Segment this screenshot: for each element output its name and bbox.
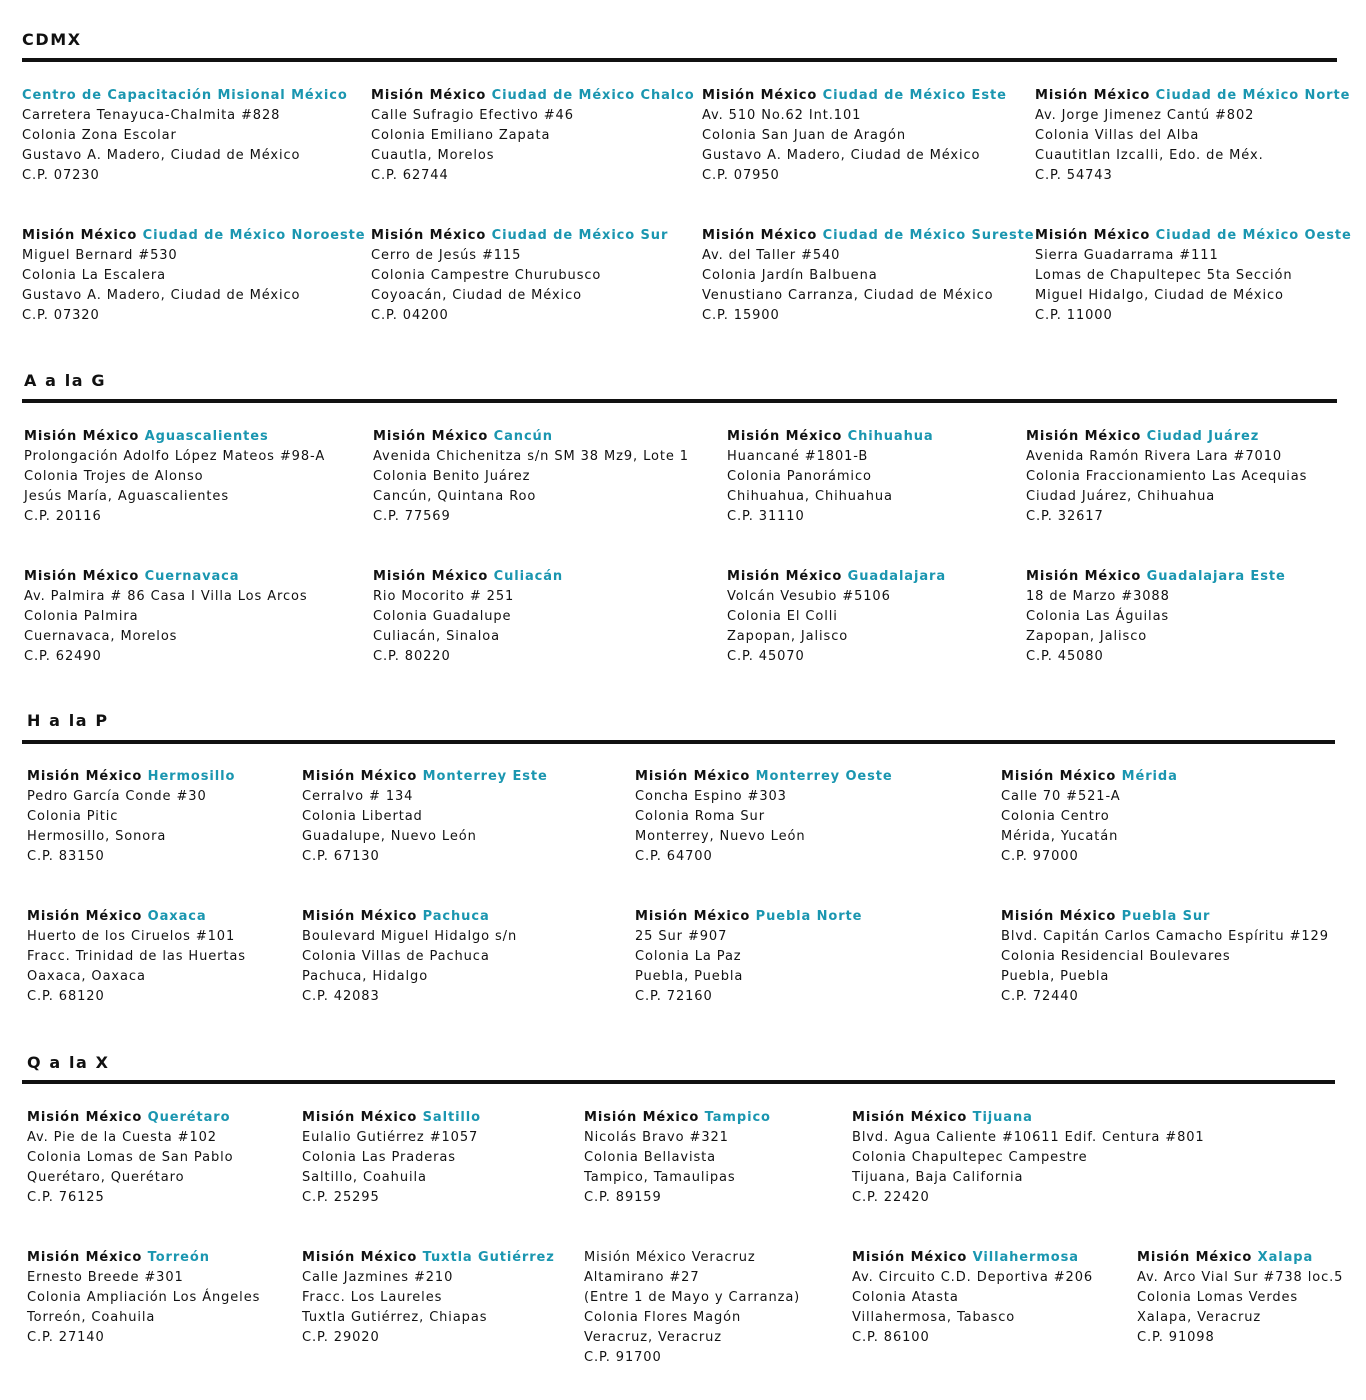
mission-prefix: Misión México [1026, 569, 1142, 584]
mission-prefix: Misión México [371, 228, 487, 243]
postal-code: C.P. 91700 [584, 1350, 662, 1365]
postal-code: C.P. 42083 [302, 989, 380, 1004]
address-line: Av. Pie de la Cuesta #102 [27, 1130, 217, 1145]
mission-name: Pachuca [422, 909, 490, 924]
address-line: Rio Mocorito # 251 [373, 589, 515, 604]
postal-code: C.P. 86100 [852, 1330, 930, 1345]
mission-name: Tampico [704, 1110, 771, 1125]
address-line: Calle Sufragio Efectivo #46 [371, 108, 574, 123]
address-line: Venustiano Carranza, Ciudad de México [702, 288, 994, 303]
address-line: Calle 70 #521-A [1001, 789, 1121, 804]
mission-name: Cancún [493, 429, 553, 444]
mission-heading [1035, 226, 1352, 246]
address-line: Colonia Las Águilas [1026, 609, 1170, 624]
mission-entry [635, 767, 893, 867]
section-title: Q a la X [27, 1053, 110, 1072]
postal-code: C.P. 22420 [852, 1190, 930, 1205]
address-line: Av. 510 No.62 Int.101 [702, 108, 862, 123]
mission-prefix: Misión México [727, 569, 843, 584]
address-line: Blvd. Capitán Carlos Camacho Espíritu #129 [1001, 929, 1329, 944]
address-line: Colonia Villas de Pachuca [302, 949, 490, 964]
mission-prefix: Misión México [27, 1250, 143, 1265]
mission-name: Ciudad de México Este [822, 88, 1007, 103]
mission-heading [302, 767, 548, 787]
address-line: Colonia Zona Escolar [22, 128, 177, 143]
mission-entry [302, 767, 548, 867]
mission-name: Saltillo [422, 1110, 481, 1125]
address-line: Colonia Guadalupe [373, 609, 512, 624]
postal-code: C.P. 64700 [635, 849, 713, 864]
address-line: Colonia Libertad [302, 809, 423, 824]
address-line: Eulalio Gutiérrez #1057 [302, 1130, 479, 1145]
mission-heading [702, 226, 1034, 246]
mission-entry [702, 226, 1034, 326]
address-line: 25 Sur #907 [635, 929, 728, 944]
address-line: Pachuca, Hidalgo [302, 969, 429, 984]
address-line: Av. Palmira # 86 Casa I Villa Los Arcos [24, 589, 308, 604]
mission-heading [24, 567, 308, 587]
mission-entry [852, 1108, 1205, 1208]
mission-name: Culiacán [493, 569, 564, 584]
address-line: Calle Jazmines #210 [302, 1270, 454, 1285]
postal-code: C.P. 72160 [635, 989, 713, 1004]
mission-heading [22, 226, 365, 246]
address-line: Mérida, Yucatán [1001, 829, 1119, 844]
mission-heading [371, 86, 695, 106]
address-line: Colonia Jardín Balbuena [702, 268, 878, 283]
address-line: Villahermosa, Tabasco [852, 1310, 1016, 1325]
address-line: Prolongación Adolfo López Mateos #98-A [24, 449, 326, 464]
address-line: Volcán Vesubio #5106 [727, 589, 891, 604]
mission-prefix: Misión México [371, 88, 487, 103]
mission-entry [24, 427, 325, 527]
address-line: Cerro de Jesús #115 [371, 248, 522, 263]
mission-entry [1035, 86, 1350, 186]
mission-name: Guadalajara Este [1146, 569, 1286, 584]
address-line: Hermosillo, Sonora [27, 829, 167, 844]
postal-code: C.P. 83150 [27, 849, 105, 864]
postal-code: C.P. 15900 [702, 308, 780, 323]
address-line: Cancún, Quintana Roo [373, 489, 537, 504]
mission-entry [584, 1108, 771, 1208]
mission-entry [584, 1248, 800, 1368]
address-line: Colonia Villas del Alba [1035, 128, 1200, 143]
mission-prefix: Misión México [24, 429, 140, 444]
postal-code: C.P. 67130 [302, 849, 380, 864]
mission-heading [1001, 907, 1329, 927]
mission-entry [373, 567, 563, 667]
postal-code: C.P. 89159 [584, 1190, 662, 1205]
mission-name: Monterrey Oeste [755, 769, 893, 784]
address-line: Zapopan, Jalisco [727, 629, 849, 644]
mission-heading [1026, 567, 1286, 587]
address-line: Puebla, Puebla [1001, 969, 1110, 984]
mission-entry [1137, 1248, 1343, 1348]
postal-code: C.P. 07230 [22, 168, 100, 183]
mission-entry [27, 1248, 260, 1348]
address-line: Concha Espino #303 [635, 789, 787, 804]
postal-code: C.P. 72440 [1001, 989, 1079, 1004]
mission-name: Villahermosa [972, 1250, 1079, 1265]
mission-heading [1026, 427, 1307, 447]
mission-entry [1001, 767, 1178, 867]
address-line: Cuautla, Morelos [371, 148, 495, 163]
address-line: Fracc. Trinidad de las Huertas [27, 949, 246, 964]
address-line: Cuernavaca, Morelos [24, 629, 178, 644]
postal-code: C.P. 29020 [302, 1330, 380, 1345]
mission-name: Veracruz [691, 1250, 756, 1265]
postal-code: C.P. 68120 [27, 989, 105, 1004]
mission-name: Oaxaca [147, 909, 207, 924]
mission-name: Hermosillo [147, 769, 236, 784]
mission-prefix: Misión México [1035, 228, 1151, 243]
address-line: Colonia Atasta [852, 1290, 959, 1305]
mission-entry [27, 907, 246, 1007]
mission-heading [1137, 1248, 1343, 1268]
mission-entry [22, 86, 348, 186]
mission-prefix: Misión México [584, 1110, 700, 1125]
mission-name: Ciudad de México Oeste [1155, 228, 1352, 243]
address-line: Jesús María, Aguascalientes [24, 489, 229, 504]
mission-heading [27, 907, 246, 927]
mission-prefix: Misión México [22, 228, 138, 243]
address-line: Colonia Campestre Churubusco [371, 268, 602, 283]
mission-name: Centro de Capacitación Misional México [22, 88, 348, 103]
mission-entry [635, 907, 862, 1007]
mission-heading [727, 427, 934, 447]
address-line: Colonia Flores Magón [584, 1310, 742, 1325]
mission-heading [852, 1248, 1093, 1268]
mission-name: Ciudad Juárez [1146, 429, 1260, 444]
address-line: Gustavo A. Madero, Ciudad de México [702, 148, 981, 163]
postal-code: C.P. 20116 [24, 509, 102, 524]
mission-prefix: Misión México [24, 569, 140, 584]
mission-prefix: Misión México [373, 569, 489, 584]
address-line: Miguel Hidalgo, Ciudad de México [1035, 288, 1284, 303]
mission-heading [1035, 86, 1350, 106]
section-divider [22, 1080, 1335, 1084]
mission-heading [584, 1108, 771, 1128]
mission-prefix: Misión México [702, 88, 818, 103]
postal-code: C.P. 07320 [22, 308, 100, 323]
address-line: Monterrey, Nuevo León [635, 829, 806, 844]
address-line: Colonia Pitic [27, 809, 119, 824]
mission-prefix: Misión México [27, 1110, 143, 1125]
mission-entry [373, 427, 689, 527]
mission-name: Tuxtla Gutiérrez [422, 1250, 555, 1265]
mission-heading [371, 226, 668, 246]
mission-heading [302, 907, 517, 927]
address-line: Colonia El Colli [727, 609, 838, 624]
postal-code: C.P. 31110 [727, 509, 805, 524]
address-line: Colonia Chapultepec Campestre [852, 1150, 1088, 1165]
mission-entry [27, 1108, 233, 1208]
postal-code: C.P. 32617 [1026, 509, 1104, 524]
mission-entry [24, 567, 308, 667]
postal-code: C.P. 62744 [371, 168, 449, 183]
mission-prefix: Misión México [702, 228, 818, 243]
address-line: Colonia San Juan de Aragón [702, 128, 906, 143]
mission-name: Guadalajara [847, 569, 946, 584]
mission-prefix: Misión México [584, 1250, 687, 1265]
address-line: Puebla, Puebla [635, 969, 744, 984]
mission-entry [302, 907, 517, 1007]
postal-code: C.P. 80220 [373, 649, 451, 664]
address-line: Carretera Tenayuca-Chalmita #828 [22, 108, 281, 123]
address-line: Lomas de Chapultepec 5ta Sección [1035, 268, 1293, 283]
mission-name: Monterrey Este [422, 769, 548, 784]
address-line: Huerto de los Ciruelos #101 [27, 929, 236, 944]
address-line: Colonia Roma Sur [635, 809, 765, 824]
mission-name: Aguascalientes [144, 429, 269, 444]
mission-name: Ciudad de México Sureste [822, 228, 1035, 243]
postal-code: C.P. 54743 [1035, 168, 1113, 183]
mission-entry [27, 767, 235, 867]
mission-heading [373, 427, 689, 447]
mission-prefix: Misión México [1001, 769, 1117, 784]
address-line: Colonia Bellavista [584, 1150, 716, 1165]
address-line: Pedro García Conde #30 [27, 789, 207, 804]
mission-prefix: Misión México [1035, 88, 1151, 103]
address-line: Avenida Ramón Rivera Lara #7010 [1026, 449, 1283, 464]
address-line: Colonia Las Praderas [302, 1150, 456, 1165]
address-line: (Entre 1 de Mayo y Carranza) [584, 1290, 801, 1305]
mission-heading [27, 1248, 260, 1268]
mission-name: Ciudad de México Sur [491, 228, 669, 243]
mission-name: Ciudad de México Norte [1155, 88, 1351, 103]
address-line: Tuxtla Gutiérrez, Chiapas [302, 1310, 488, 1325]
address-line: Altamirano #27 [584, 1270, 700, 1285]
postal-code: C.P. 45070 [727, 649, 805, 664]
mission-prefix: Misión México [1137, 1250, 1253, 1265]
mission-entry [22, 226, 365, 326]
address-line: Saltillo, Coahuila [302, 1170, 427, 1185]
address-line: Colonia Benito Juárez [373, 469, 531, 484]
mission-heading [24, 427, 325, 447]
address-line: Cuautitlan Izcalli, Edo. de Méx. [1035, 148, 1264, 163]
address-line: Chihuahua, Chihuahua [727, 489, 893, 504]
section-title: H a la P [27, 711, 109, 730]
mission-heading [373, 567, 563, 587]
postal-code: C.P. 97000 [1001, 849, 1079, 864]
address-line: Gustavo A. Madero, Ciudad de México [22, 148, 301, 163]
mission-name: Puebla Sur [1121, 909, 1211, 924]
address-line: Guadalupe, Nuevo León [302, 829, 477, 844]
postal-code: C.P. 11000 [1035, 308, 1113, 323]
address-line: Xalapa, Veracruz [1137, 1310, 1262, 1325]
address-line: Nicolás Bravo #321 [584, 1130, 729, 1145]
address-line: Colonia Lomas de San Pablo [27, 1150, 234, 1165]
address-line: Colonia La Escalera [22, 268, 167, 283]
mission-prefix: Misión México [302, 1110, 418, 1125]
section-divider [22, 740, 1335, 744]
mission-entry [371, 86, 695, 186]
mission-heading [27, 767, 235, 787]
address-line: Colonia Trojes de Alonso [24, 469, 204, 484]
mission-prefix: Misión México [302, 909, 418, 924]
address-line: Colonia Palmira [24, 609, 139, 624]
mission-heading [702, 86, 1007, 106]
mission-entry [727, 427, 934, 527]
mission-heading [852, 1108, 1205, 1128]
mission-name: Querétaro [147, 1110, 231, 1125]
address-line: Colonia La Paz [635, 949, 742, 964]
mission-prefix: Misión México [1001, 909, 1117, 924]
address-line: Blvd. Agua Caliente #10611 Edif. Centura #801 [852, 1130, 1205, 1145]
mission-heading [635, 767, 893, 787]
address-line: Av. Circuito C.D. Deportiva #206 [852, 1270, 1094, 1285]
address-line: Colonia Panorámico [727, 469, 872, 484]
mission-prefix: Misión México [27, 909, 143, 924]
mission-name: Xalapa [1257, 1250, 1314, 1265]
postal-code: C.P. 77569 [373, 509, 451, 524]
section-divider [22, 58, 1337, 62]
postal-code: C.P. 07950 [702, 168, 780, 183]
mission-prefix: Misión México [302, 769, 418, 784]
mission-prefix: Misión México [727, 429, 843, 444]
mission-heading [584, 1248, 800, 1268]
address-line: Colonia Emiliano Zapata [371, 128, 551, 143]
address-line: Gustavo A. Madero, Ciudad de México [22, 288, 301, 303]
mission-entry [1026, 567, 1286, 667]
mission-prefix: Misión México [1026, 429, 1142, 444]
mission-heading [1001, 767, 1178, 787]
address-line: Ciudad Juárez, Chihuahua [1026, 489, 1216, 504]
mission-prefix: Misión México [302, 1250, 418, 1265]
mission-entry [702, 86, 1007, 186]
postal-code: C.P. 04200 [371, 308, 449, 323]
postal-code: C.P. 76125 [27, 1190, 105, 1205]
postal-code: C.P. 27140 [27, 1330, 105, 1345]
mission-entry [727, 567, 946, 667]
mission-prefix: Misión México [852, 1110, 968, 1125]
mission-prefix: Misión México [373, 429, 489, 444]
postal-code: C.P. 62490 [24, 649, 102, 664]
address-line: Colonia Residencial Boulevares [1001, 949, 1231, 964]
mission-name: Tijuana [972, 1110, 1033, 1125]
mission-entry [1026, 427, 1307, 527]
mission-entry [371, 226, 668, 326]
address-line: Colonia Ampliación Los Ángeles [27, 1290, 261, 1305]
mission-prefix: Misión México [852, 1250, 968, 1265]
address-line: Ernesto Breede #301 [27, 1270, 184, 1285]
mission-heading [22, 86, 348, 106]
mission-entry [852, 1248, 1093, 1348]
mission-entry [1001, 907, 1329, 1007]
mission-entry [302, 1248, 555, 1348]
address-line: Torreón, Coahuila [27, 1310, 156, 1325]
address-line: Colonia Lomas Verdes [1137, 1290, 1299, 1305]
mission-name: Cuernavaca [144, 569, 240, 584]
address-line: Cerralvo # 134 [302, 789, 414, 804]
address-line: Colonia Centro [1001, 809, 1110, 824]
section-divider [22, 399, 1337, 403]
address-line: 18 de Marzo #3088 [1026, 589, 1170, 604]
section-title: CDMX [22, 30, 82, 49]
mission-entry [1035, 226, 1352, 326]
mission-name: Puebla Norte [755, 909, 863, 924]
address-line: Tijuana, Baja California [852, 1170, 1024, 1185]
mission-entry [302, 1108, 481, 1208]
section-title: A a la G [24, 371, 107, 390]
address-line: Veracruz, Veracruz [584, 1330, 722, 1345]
address-line: Oaxaca, Oaxaca [27, 969, 146, 984]
address-line: Coyoacán, Ciudad de México [371, 288, 582, 303]
mission-heading [27, 1108, 233, 1128]
address-line: Boulevard Miguel Hidalgo s/n [302, 929, 518, 944]
address-line: Huancané #1801-B [727, 449, 869, 464]
mission-heading [727, 567, 946, 587]
address-line: Zapopan, Jalisco [1026, 629, 1148, 644]
mission-prefix: Misión México [635, 769, 751, 784]
postal-code: C.P. 91098 [1137, 1330, 1215, 1345]
address-line: Avenida Chichenitza s/n SM 38 Mz9, Lote 1 [373, 449, 689, 464]
mission-name: Ciudad de México Chalco [491, 88, 695, 103]
postal-code: C.P. 25295 [302, 1190, 380, 1205]
postal-code: C.P. 45080 [1026, 649, 1104, 664]
address-line: Miguel Bernard #530 [22, 248, 178, 263]
address-line: Av. Jorge Jimenez Cantú #802 [1035, 108, 1255, 123]
mission-name: Mérida [1121, 769, 1178, 784]
address-line: Tampico, Tamaulipas [584, 1170, 736, 1185]
address-line: Av. del Taller #540 [702, 248, 841, 263]
mission-name: Ciudad de México Noroeste [142, 228, 366, 243]
mission-name: Torreón [147, 1250, 210, 1265]
mission-name: Chihuahua [847, 429, 934, 444]
address-line: Av. Arco Vial Sur #738 loc.5 [1137, 1270, 1344, 1285]
address-line: Fracc. Los Laureles [302, 1290, 443, 1305]
address-line: Sierra Guadarrama #111 [1035, 248, 1219, 263]
mission-heading [302, 1108, 481, 1128]
address-line: Colonia Fraccionamiento Las Acequias [1026, 469, 1308, 484]
address-line: Querétaro, Querétaro [27, 1170, 185, 1185]
mission-prefix: Misión México [635, 909, 751, 924]
mission-prefix: Misión México [27, 769, 143, 784]
mission-heading [302, 1248, 555, 1268]
mission-heading [635, 907, 862, 927]
address-line: Culiacán, Sinaloa [373, 629, 501, 644]
